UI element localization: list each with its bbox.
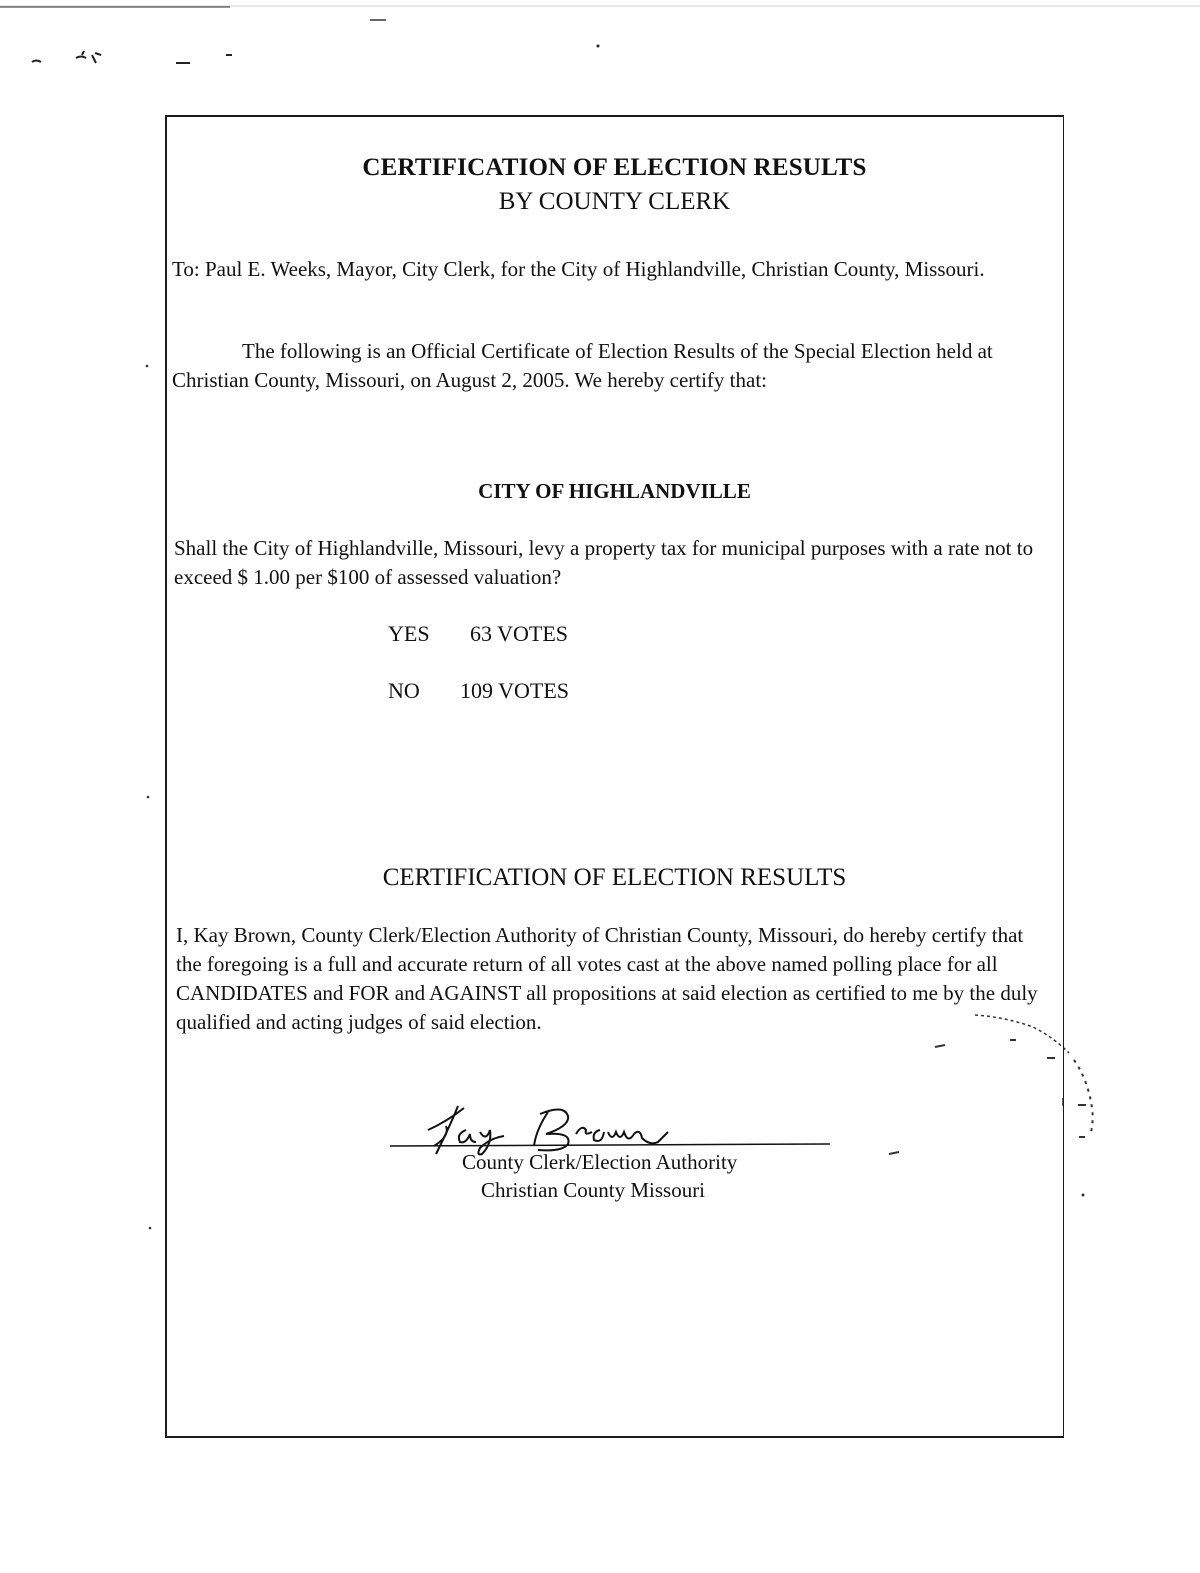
- result-row-no: [388, 678, 569, 704]
- certification-statement: I, Kay Brown, County Clerk/Election Authority of Christian County, Missouri, do hereby certify that the foregoing is a full and accurate return of all votes cast at the above named polling place for all CANDIDATES and FOR and AGAINST all propositions at said election as certified to me by the duly qualified and acting judges of said election.: [176, 923, 1038, 1034]
- intro-paragraph: [172, 337, 1032, 395]
- certification-heading: CERTIFICATION OF ELECTION RESULTS: [382, 864, 847, 891]
- result-count: 109 VOTES: [460, 678, 569, 703]
- document-subtitle: BY COUNTY CLERK: [498, 188, 731, 215]
- result-row-yes: [388, 621, 568, 647]
- result-count: 63 VOTES: [470, 621, 568, 646]
- addressee-line: To: Paul E. Weeks, Mayor, City Clerk, for the City of Highlandville, Christian County, Missouri.: [172, 257, 985, 281]
- signatory-county: Christian County Missouri: [481, 1178, 706, 1202]
- result-choice: NO: [388, 678, 420, 703]
- document-border: [165, 115, 1064, 1438]
- result-choice: YES: [388, 621, 430, 646]
- signatory-title: County Clerk/Election Authority: [462, 1150, 738, 1174]
- intro-text: The following is an Official Certificate of Election Results of the Special Election held at Christian County, Missouri, on August 2, 2005. We hereby certify that:: [172, 339, 993, 392]
- document-title: CERTIFICATION OF ELECTION RESULTS: [362, 154, 867, 181]
- section-heading: CITY OF HIGHLANDVILLE: [478, 479, 751, 503]
- ballot-question: Shall the City of Highlandville, Missouri, levy a property tax for municipal purposes with a rate not to exceed $ 1.00 per $100 of assessed valuation?: [174, 536, 1034, 589]
